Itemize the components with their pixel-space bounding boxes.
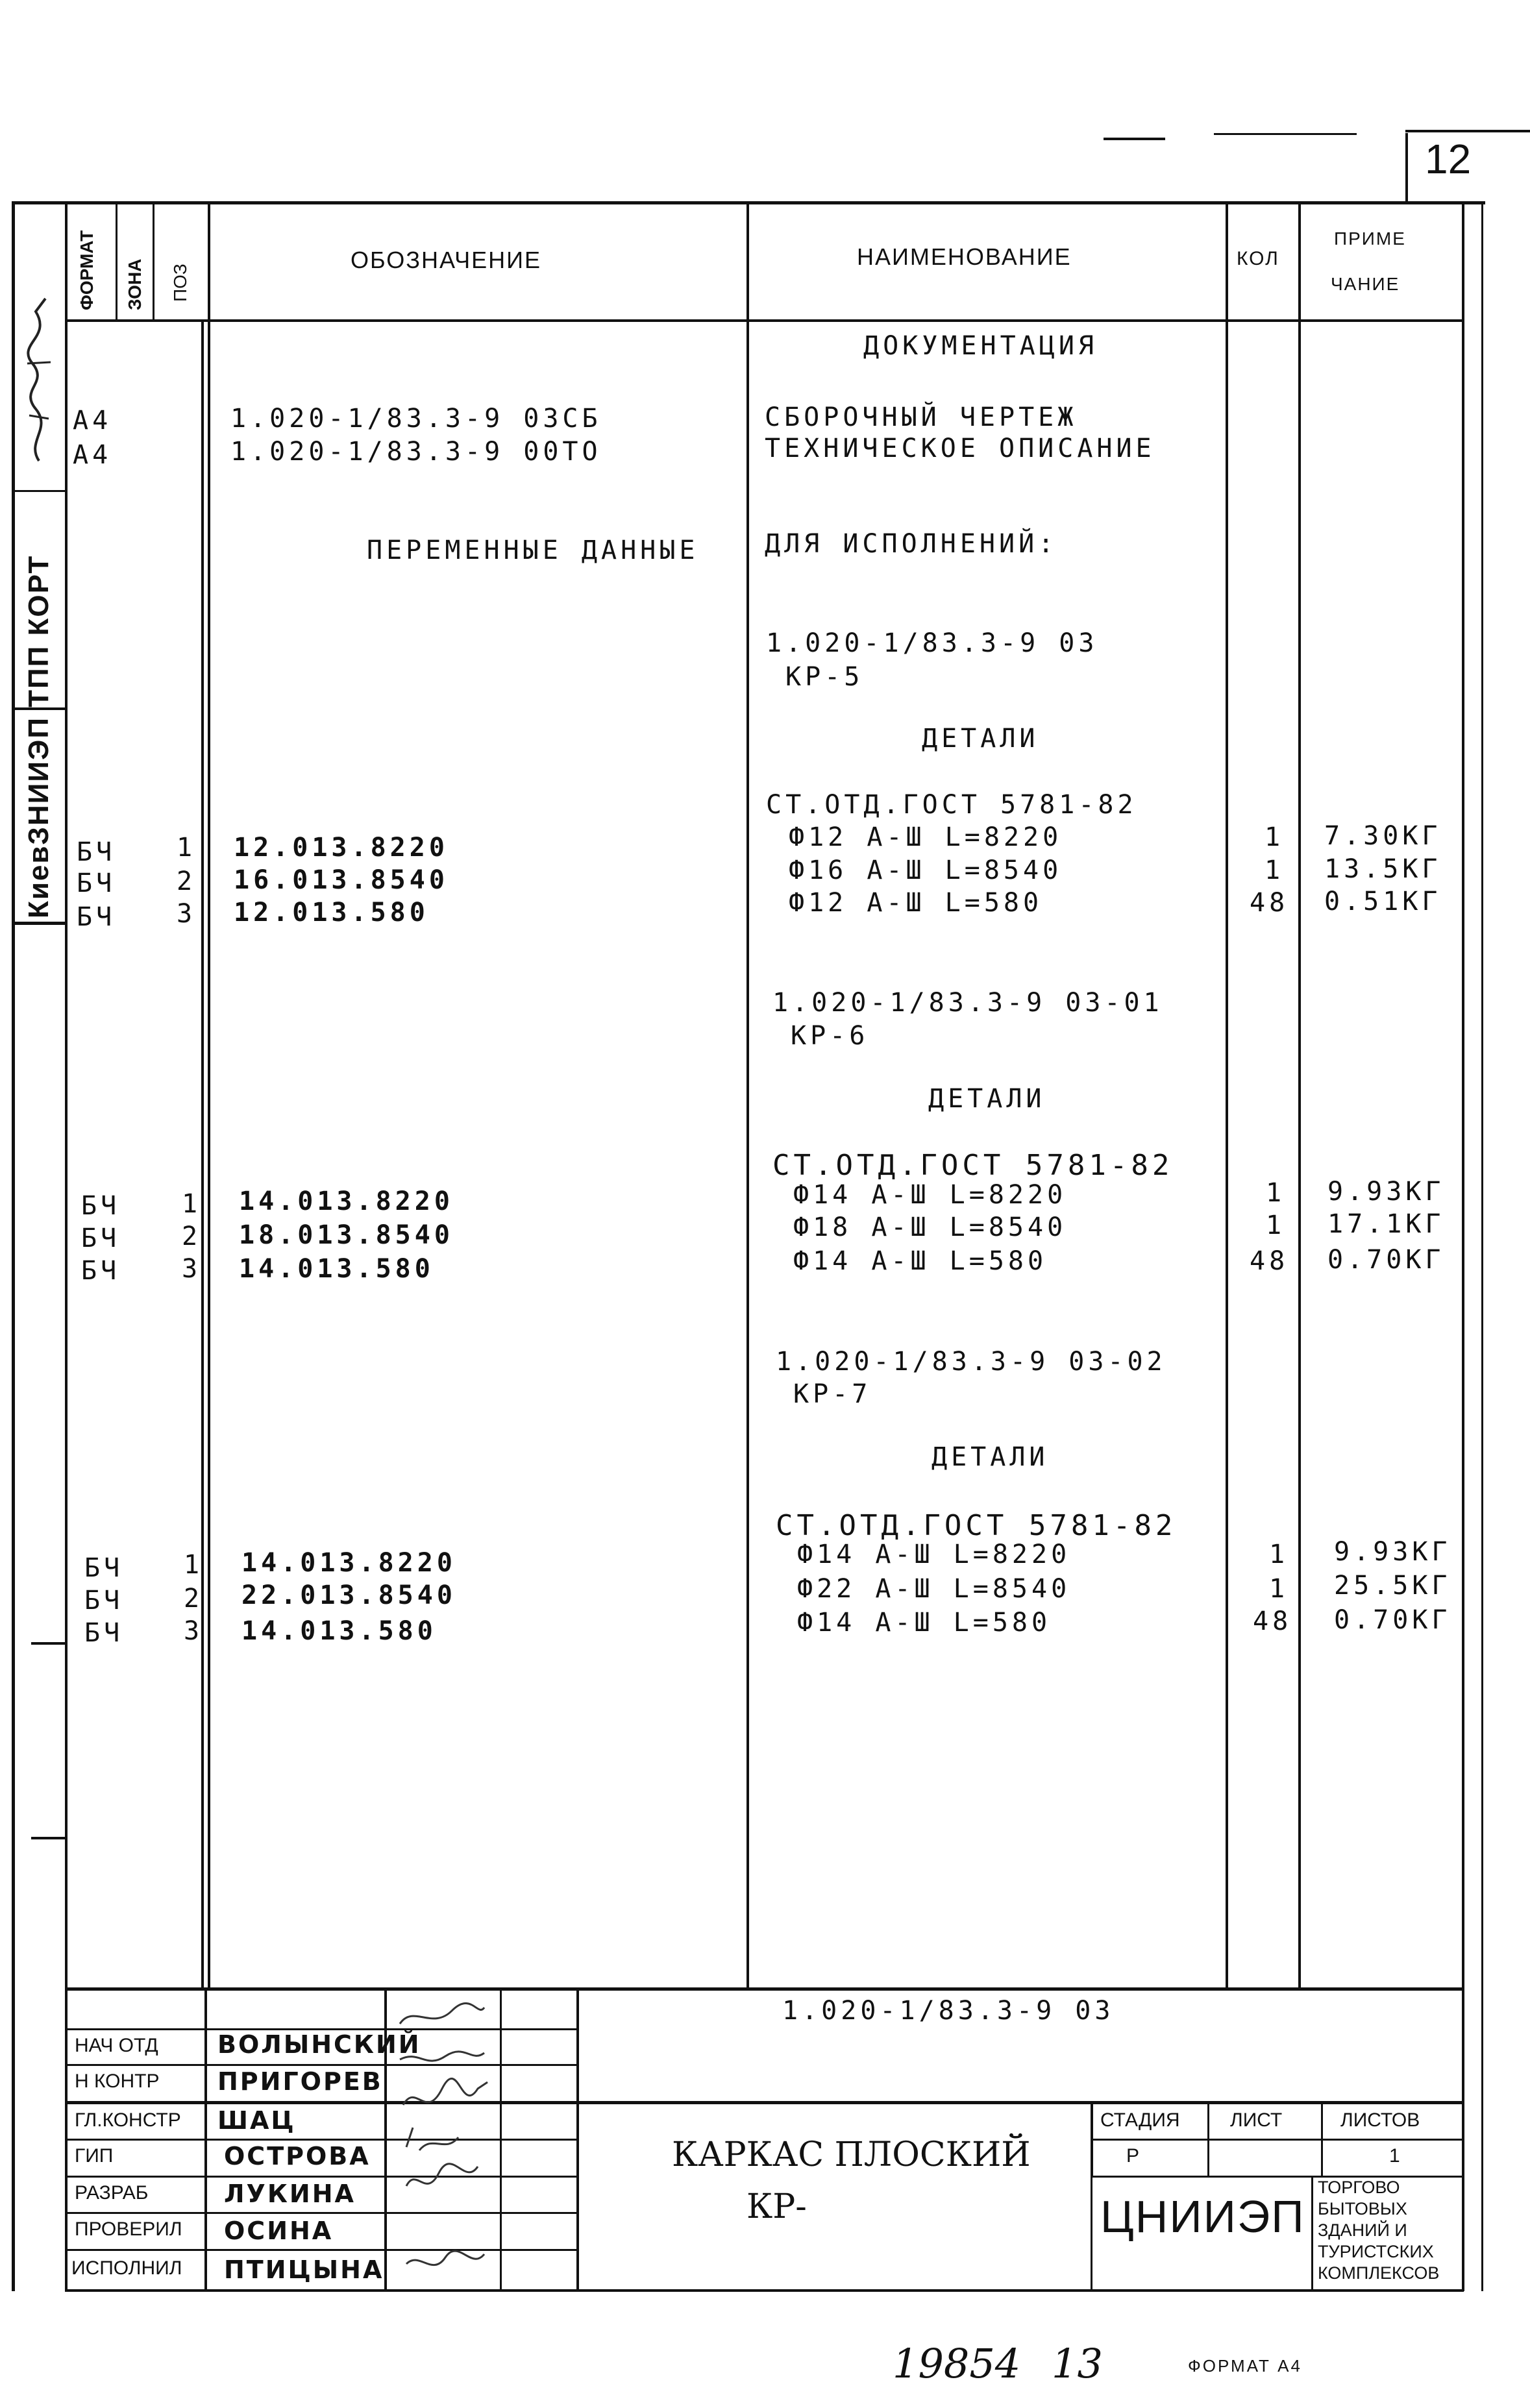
documentation-title: ДОКУМЕНТАЦИЯ bbox=[863, 331, 1098, 361]
row-pos: 2 bbox=[182, 1222, 202, 1251]
sheet-number: 12 bbox=[1425, 136, 1472, 182]
row-qty: 48 bbox=[1250, 888, 1289, 918]
staff-name: ПТИЦЫНА bbox=[224, 2255, 384, 2284]
row-note: 0.51КГ bbox=[1324, 887, 1442, 916]
variant-material: СТ.ОТД.ГОСТ 5781-82 bbox=[772, 1149, 1174, 1182]
row-designation: 14.013.8220 bbox=[239, 1186, 454, 1216]
staff-role: ИСПОЛНИЛ bbox=[71, 2257, 182, 2279]
variant-mark: КР-6 bbox=[791, 1021, 869, 1051]
row-designation: 16.013.8540 bbox=[234, 865, 449, 895]
title-doc-code: 1.020-1/83.3-9 03 bbox=[782, 1996, 1115, 2026]
row-name: Ф22 А-Ш L=8540 bbox=[797, 1574, 1071, 1604]
doc-row-name: ТЕХНИЧЕСКОЕ ОПИСАНИЕ bbox=[765, 434, 1155, 463]
row-qty: 1 bbox=[1269, 1540, 1289, 1569]
sheet-label: ЛИСТ bbox=[1230, 2109, 1283, 2131]
header-pos: ПОЗ bbox=[170, 264, 190, 302]
frame-inner-left bbox=[65, 201, 68, 2291]
row-note: 9.93КГ bbox=[1327, 1177, 1445, 1207]
stage-label: СТАДИЯ bbox=[1100, 2109, 1180, 2131]
staff-role: ПРОВЕРИЛ bbox=[75, 2218, 182, 2240]
variant-code: 1.020-1/83.3-9 03-01 bbox=[772, 988, 1163, 1018]
staff-role: Н КОНТР bbox=[75, 2070, 160, 2092]
row-note: 13.5КГ bbox=[1324, 854, 1442, 884]
row-pos: 1 bbox=[184, 1550, 204, 1580]
org-desc-line: ТОРГОВО bbox=[1318, 2178, 1400, 2197]
row-pos: 2 bbox=[177, 866, 197, 896]
row-note: 25.5КГ bbox=[1334, 1571, 1451, 1601]
variant-details-title: ДЕТАЛИ bbox=[922, 724, 1039, 754]
org-desc-line: ЗДАНИЙ И bbox=[1318, 2220, 1407, 2240]
org-name: ЦНИИЭП bbox=[1100, 2191, 1305, 2242]
side-stamp: КиевЗНИИЭП ТПП КОРТ bbox=[23, 554, 55, 918]
variant-details-title: ДЕТАЛИ bbox=[932, 1442, 1049, 1472]
row-qty: 1 bbox=[1266, 1178, 1286, 1208]
staff-role: ГЛ.КОНСТР bbox=[75, 2109, 181, 2131]
row-note: 7.30КГ bbox=[1324, 821, 1442, 851]
row-designation: 14.013.580 bbox=[241, 1616, 437, 1646]
title-main: КАРКАС ПЛОСКИЙ bbox=[672, 2135, 1031, 2174]
row-name: Ф14 А-Ш L=580 bbox=[793, 1246, 1048, 1276]
staff-name: ОСИНА bbox=[224, 2217, 334, 2245]
row-note: 0.70КГ bbox=[1327, 1245, 1445, 1275]
row-zone: БЧ bbox=[81, 1256, 121, 1286]
row-zone: БЧ bbox=[84, 1586, 124, 1616]
row-qty: 1 bbox=[1265, 855, 1285, 885]
doc-row-format: А4 bbox=[73, 406, 112, 436]
doc-row-name: СБОРОЧНЫЙ ЧЕРТЕЖ bbox=[765, 402, 1078, 432]
staff-name: ВОЛЫНСКИЙ bbox=[217, 2030, 421, 2059]
row-designation: 12.013.580 bbox=[234, 898, 429, 928]
row-name: Ф18 А-Ш L=8540 bbox=[793, 1212, 1067, 1242]
sheets-label: ЛИСТОВ bbox=[1340, 2109, 1420, 2131]
row-zone: БЧ bbox=[81, 1223, 121, 1253]
variable-data-for: ДЛЯ ИСПОЛНЕНИЙ: bbox=[765, 529, 1058, 559]
row-note: 17.1КГ bbox=[1327, 1209, 1445, 1239]
row-note: 9.93КГ bbox=[1334, 1537, 1451, 1567]
signatures bbox=[387, 1991, 499, 2290]
variant-material: СТ.ОТД.ГОСТ 5781-82 bbox=[776, 1509, 1177, 1542]
staff-name: ОСТРОВА bbox=[224, 2142, 371, 2170]
header-note-1: ПРИМЕ bbox=[1334, 228, 1406, 249]
row-designation: 18.013.8540 bbox=[239, 1220, 454, 1250]
row-designation: 12.013.8220 bbox=[234, 833, 449, 863]
row-zone: БЧ bbox=[84, 1553, 124, 1583]
handwritten-sheet: 13 bbox=[1052, 2340, 1103, 2387]
row-zone: БЧ bbox=[77, 868, 116, 898]
margin-signature bbox=[19, 286, 58, 467]
row-name: Ф12 А-Ш L=8220 bbox=[789, 822, 1063, 852]
org-desc-line: КОМПЛЕКСОВ bbox=[1318, 2263, 1440, 2283]
sheets-value: 1 bbox=[1389, 2145, 1400, 2167]
handwritten-number: 19854 bbox=[893, 2340, 1021, 2387]
variant-mark: КР-5 bbox=[785, 662, 864, 692]
org-desc-line: БЫТОВЫХ bbox=[1318, 2199, 1407, 2218]
frame-left bbox=[12, 201, 15, 2291]
format-label: ФОРМАТ А4 bbox=[1188, 2356, 1302, 2376]
row-qty: 1 bbox=[1266, 1210, 1286, 1240]
row-designation: 22.013.8540 bbox=[241, 1580, 456, 1610]
variant-details-title: ДЕТАЛИ bbox=[928, 1084, 1046, 1114]
row-name: Ф14 А-Ш L=580 bbox=[797, 1608, 1052, 1638]
row-qty: 1 bbox=[1269, 1574, 1289, 1604]
row-name: Ф14 А-Ш L=8220 bbox=[793, 1180, 1067, 1210]
row-pos: 3 bbox=[184, 1616, 204, 1646]
staff-name: ПРИГОРЕВ bbox=[217, 2067, 383, 2096]
staff-name: ШАЦ bbox=[217, 2106, 296, 2135]
row-name: Ф16 А-Ш L=8540 bbox=[789, 855, 1063, 885]
row-name: Ф12 А-Ш L=580 bbox=[789, 888, 1043, 918]
variant-material: СТ.ОТД.ГОСТ 5781-82 bbox=[766, 790, 1137, 820]
doc-row-format: А4 bbox=[73, 440, 112, 470]
row-zone: БЧ bbox=[77, 837, 116, 867]
row-qty: 48 bbox=[1250, 1246, 1289, 1276]
doc-row-designation: 1.020-1/83.3-9 00ТО bbox=[230, 437, 602, 467]
staff-name: ЛУКИНА bbox=[224, 2180, 356, 2208]
variant-code: 1.020-1/83.3-9 03 bbox=[766, 628, 1098, 658]
row-designation: 14.013.580 bbox=[239, 1254, 434, 1284]
stage-value: Р bbox=[1126, 2145, 1140, 2167]
header-qty: КОЛ bbox=[1237, 248, 1279, 269]
header-designation: ОБОЗНАЧЕНИЕ bbox=[351, 247, 542, 273]
header-note-2: ЧАНИЕ bbox=[1331, 274, 1400, 294]
row-zone: БЧ bbox=[81, 1191, 121, 1221]
row-note: 0.70КГ bbox=[1334, 1605, 1451, 1635]
header-name: НАИМЕНОВАНИЕ bbox=[857, 243, 1072, 270]
title-mark: КР- bbox=[746, 2187, 807, 2226]
row-pos: 2 bbox=[184, 1584, 204, 1614]
doc-row-designation: 1.020-1/83.3-9 03СБ bbox=[230, 404, 602, 434]
staff-role: ГИП bbox=[75, 2145, 114, 2167]
header-format: ФОРМАТ bbox=[77, 230, 97, 310]
variant-code: 1.020-1/83.3-9 03-02 bbox=[776, 1347, 1166, 1377]
row-designation: 14.013.8220 bbox=[241, 1548, 456, 1578]
row-zone: БЧ bbox=[77, 902, 116, 932]
row-pos: 1 bbox=[177, 833, 197, 863]
row-qty: 48 bbox=[1253, 1606, 1292, 1636]
header-zone: ЗОНА bbox=[125, 258, 145, 310]
org-desc-line: ТУРИСТСКИХ bbox=[1318, 2242, 1434, 2261]
row-pos: 1 bbox=[182, 1189, 202, 1219]
staff-role: НАЧ ОТД bbox=[75, 2035, 158, 2056]
frame-right bbox=[1462, 201, 1464, 2291]
variable-data-label: ПЕРЕМЕННЫЕ ДАННЫЕ bbox=[367, 535, 699, 565]
row-pos: 3 bbox=[177, 899, 197, 929]
row-zone: БЧ bbox=[84, 1618, 124, 1648]
row-name: Ф14 А-Ш L=8220 bbox=[797, 1540, 1071, 1569]
variant-mark: КР-7 bbox=[793, 1379, 872, 1409]
row-qty: 1 bbox=[1265, 822, 1285, 852]
row-pos: 3 bbox=[182, 1254, 202, 1284]
title-block-top bbox=[65, 1987, 1464, 1991]
staff-role: РАЗРАБ bbox=[75, 2182, 149, 2204]
